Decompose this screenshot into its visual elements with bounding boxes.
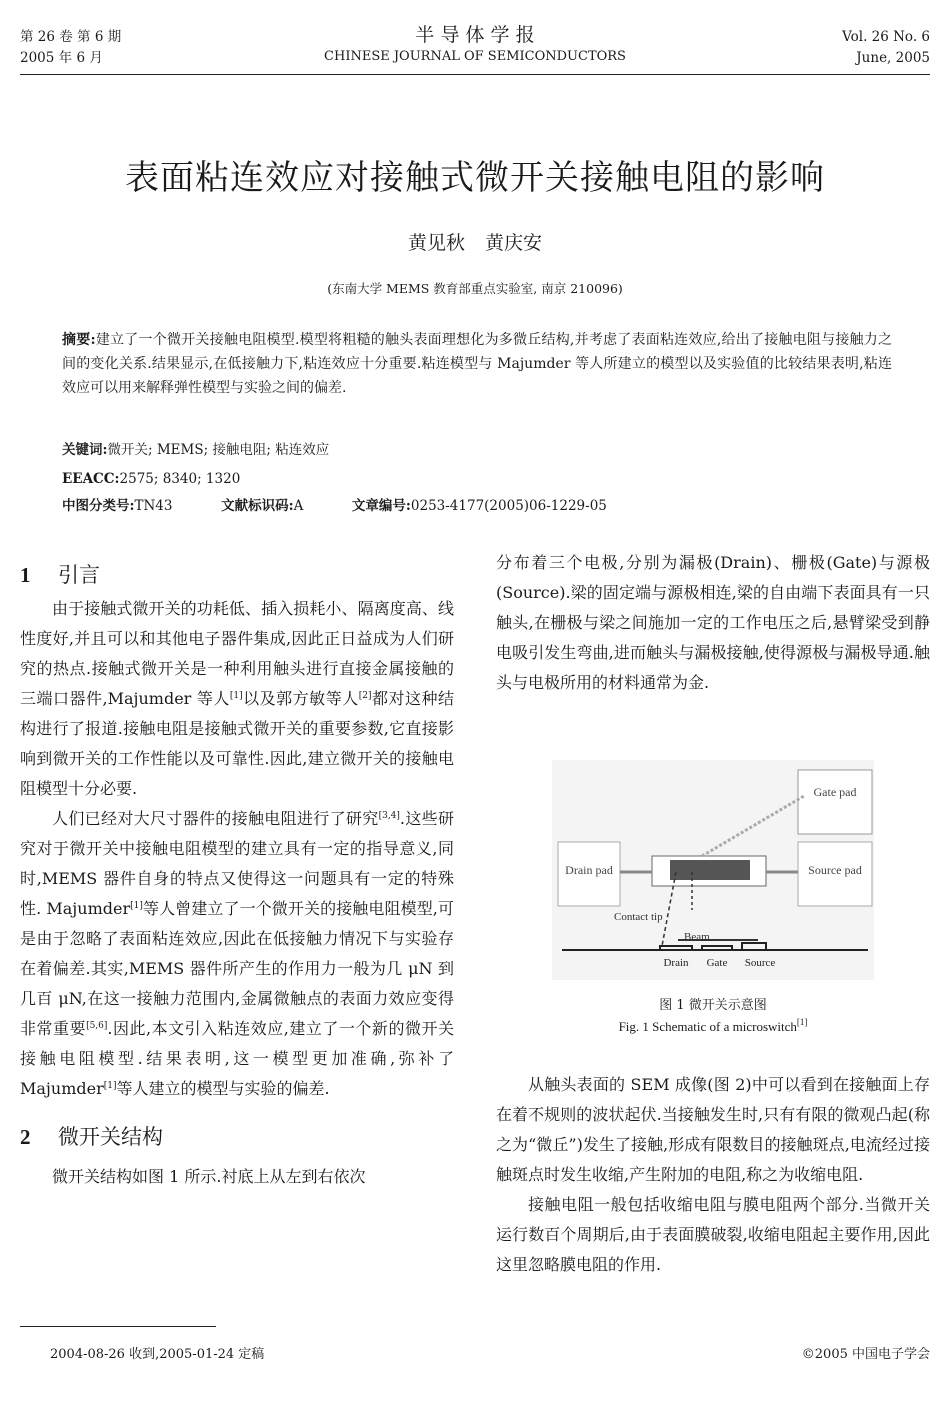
citation: [1] xyxy=(229,691,243,701)
authors: 黄见秋 黄庆安 xyxy=(407,232,543,254)
paper-title: 表面粘连效应对接触式微开关接触电阻的影响 xyxy=(125,158,825,198)
source-label: Source xyxy=(744,957,776,969)
left-column xyxy=(20,560,454,1192)
section-2-number: 2 xyxy=(20,1125,31,1149)
citation: [2] xyxy=(358,691,372,701)
beam-label: Beam xyxy=(684,931,710,943)
received-date: 2004-08-26 收到,2005-01-24 定稿 xyxy=(50,1347,265,1362)
drain-label: Drain xyxy=(663,957,689,969)
section-1-title: 引言 xyxy=(58,563,100,587)
right-column-top xyxy=(496,548,930,698)
keywords xyxy=(62,438,329,462)
eeacc-label: EEACC: xyxy=(62,471,120,487)
text-run: 人们已经对大尺寸器件的接触电阻进行了研究 xyxy=(52,809,379,828)
text-run: 由于接触式微开关的功耗低、插入损耗小、隔离度高、线性度好,并且可以和其他电子器件集成,因此正日益成为人们研究的热点.接触式微开关是一种利用触头进行直接金属接触的三端口器件,Majumder 等人 xyxy=(20,599,454,708)
caption-text: Fig. 1 Schematic of a microswitch xyxy=(618,1019,797,1034)
beam-block xyxy=(670,860,750,880)
section-2-title: 微开关结构 xyxy=(58,1125,163,1149)
section-1-paragraph-1 xyxy=(20,594,454,804)
date-en: June, 2005 xyxy=(856,50,930,66)
journal-name-cn: 半 导 体 学 报 xyxy=(415,24,535,46)
figure-1-caption-cn: 图 1 微开关示意图 xyxy=(659,998,767,1013)
copyright: ©2005 中国电子学会 xyxy=(801,1347,930,1362)
eeacc xyxy=(62,467,240,491)
abstract-text: 建立了一个微开关接触电阻模型.模型将粗糙的触头表面理想化为多微丘结构,并考虑了表面粘连效应,给出了接触电阻与接触力之间的变化关系.结果显示,在低接触力下,粘连效应十分重要.粘连模型与 Majumder 等人所建立的模型以及实验值的比较结果表明,粘连效应可以用来解释弹性模型与实验之间的偏差. xyxy=(62,332,892,396)
text-run: .这些研究对于微开关中接触电阻模型的建立具有一定的指导意义,同时,MEMS 器件自身的特点又使得这一问题具有一定的特殊性. Majumder xyxy=(20,809,454,918)
figure-1-schematic xyxy=(552,760,874,980)
drain-pad-label: Drain pad xyxy=(565,863,613,877)
gate-label: Gate xyxy=(706,957,728,969)
clc-label: 中图分类号: xyxy=(62,498,135,514)
journal-name-header xyxy=(0,24,950,68)
figure-1-caption-en xyxy=(496,1019,930,1035)
citation: [1] xyxy=(796,1017,808,1027)
section-2-paragraph-1: 微开关结构如图 1 所示.衬底上从左到右依次 xyxy=(52,1167,366,1186)
citation: [5,6] xyxy=(86,1021,108,1031)
right-column-bottom xyxy=(496,1070,930,1280)
section-1-paragraph-2 xyxy=(20,804,454,1104)
contact-tip-label: Contact tip xyxy=(614,911,663,923)
affiliation: (东南大学 MEMS 教育部重点实验室, 南京 210096) xyxy=(327,281,623,296)
gate-pad-block xyxy=(798,770,872,834)
text-run: 都对这种结构进行了报道.接触电阻是接触式微开关的重要参数,它直接影响到微开关的工作性能以及可靠性.因此,建立微开关的接触电阻模型十分必要. xyxy=(20,689,454,798)
section-1-number: 1 xyxy=(20,563,31,587)
text-run: 以及郭方敏等人 xyxy=(242,689,359,708)
date-cn: 2005 年 6 月 xyxy=(20,50,103,66)
section-2-heading xyxy=(20,1122,454,1152)
source-pad-label: Source pad xyxy=(808,863,862,877)
microswitch-diagram xyxy=(552,760,874,980)
citation: [1] xyxy=(130,901,143,911)
abstract xyxy=(62,328,892,400)
text-run: .因此,本文引入粘连效应,建立了一个新的微开关接触电阻模型.结果表明,这一模型更加准确,弥补了 Majumder xyxy=(20,1019,454,1098)
volume-cn: 第 26 卷 第 6 期 xyxy=(20,29,122,45)
keywords-label: 关键词: xyxy=(62,442,108,458)
contact-resistance-paragraph: 接触电阻一般包括收缩电阻与膜电阻两个部分.当微开关运行数百个周期后,由于表面膜破裂,收缩电阻起主要作用,因此这里忽略膜电阻的作用. xyxy=(496,1195,930,1274)
doc-code-value: A xyxy=(293,498,304,514)
sem-paragraph: 从触头表面的 SEM 成像(图 2)中可以看到在接触面上存在着不规则的波状起伏.当接触发生时,只有有限的微观凸起(称之为“微丘”)发生了接触,形成有限数目的接触斑点,电流经过接触斑点时发生收缩,产生附加的电阻,称之为收缩电阻. xyxy=(496,1075,930,1184)
classification-line xyxy=(62,494,892,518)
abstract-label: 摘要: xyxy=(62,332,96,348)
citation: [3,4] xyxy=(378,811,400,821)
article-number-label: 文章编号: xyxy=(351,498,411,514)
volume-en: Vol. 26 No. 6 xyxy=(842,29,930,45)
journal-volume-en xyxy=(842,27,930,69)
header-rule xyxy=(20,74,930,75)
keywords-text: 微开关; MEMS; 接触电阻; 粘连效应 xyxy=(107,442,330,458)
section-1-heading xyxy=(20,560,454,590)
citation: [1] xyxy=(103,1081,117,1091)
structure-paragraph-continued: 分布着三个电极,分别为漏极(Drain)、栅极(Gate)与源极(Source).梁的固定端与源极相连,梁的自由端下表面具有一只触头,在栅极与梁之间施加一定的工作电压之后,悬臂梁受到静电吸引发生弯曲,进而触头与漏极接触,使得源极与漏极导通.触头与电极所用的材料通常为金. xyxy=(496,553,930,692)
gate-pad-label: Gate pad xyxy=(813,785,857,799)
doc-code-label: 文献标识码: xyxy=(221,498,294,514)
footnote-rule xyxy=(20,1326,216,1327)
article-number-value: 0253-4177(2005)06-1229-05 xyxy=(410,498,607,514)
text-run: 等人建立的模型与实验的偏差. xyxy=(116,1079,330,1098)
eeacc-text: 2575; 8340; 1320 xyxy=(119,471,241,487)
journal-name-en: CHINESE JOURNAL OF SEMICONDUCTORS xyxy=(324,49,626,64)
clc-value: TN43 xyxy=(134,498,173,514)
text-run: 等人曾建立了一个微开关的接触电阻模型,可是由于忽略了表面粘连效应,因此在低接触力情况下与实验存在着偏差.其实,MEMS 器件所产生的作用力一般为几 μN 到几百 μN,在这一接触力范围内,金属微触点的表面力效应变得非常重要 xyxy=(20,899,454,1038)
